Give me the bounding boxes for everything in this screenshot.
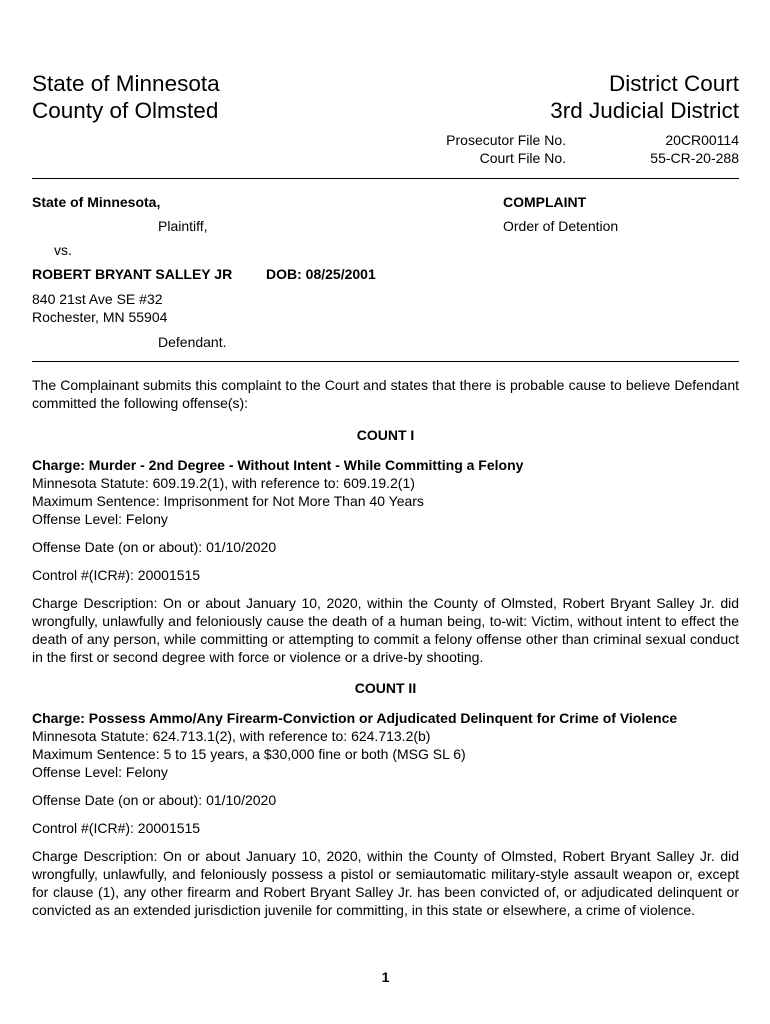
count-details [32, 456, 739, 528]
caption-divider [32, 361, 739, 362]
court-file-number: 55-CR-20-288 [650, 149, 739, 166]
offense-level: Offense Level: Felony [32, 764, 168, 780]
maximum-sentence: Maximum Sentence: Imprisonment for Not More Than 40 Years [32, 493, 424, 509]
defendant-dob: DOB: 08/25/2001 [266, 266, 376, 282]
court-file-label: Court File No. [479, 149, 566, 166]
file-number-values [650, 132, 739, 167]
defendant-address-line1: 840 21st Ave SE #32 [32, 291, 163, 307]
control-number: Control #(ICR#): 20001515 [32, 820, 201, 836]
versus-label: vs. [54, 242, 72, 258]
defendant-name: ROBERT BRYANT SALLEY JR [32, 266, 233, 282]
count-title: COUNT I [356, 427, 415, 443]
prosecutor-file-label: Prosecutor File No. [446, 132, 566, 148]
intro-paragraph: The Complainant submits this complaint to the Court and states that there is probable cause to believe Defendant committed the following offense(s): [32, 377, 739, 411]
plaintiff-role: Plaintiff, [158, 218, 208, 234]
plaintiff-name: State of Minnesota, [32, 194, 161, 210]
charge-description: Charge Description: On or about January 10, 2020, within the County of Olmsted, Robert Bryant Salley Jr. did wrongfully, unlawfully, and feloniously possess a pistol or semiautomatic military-style assault weapon or, except for clause (1), any other firearm and Robert Bryant Salley Jr. has been convicted of, or adjudicated delinquent or convicted as an extended jurisdiction juvenile for committing, in this state or elsewhere, a crime of violence. [32, 848, 739, 918]
charge-name: Charge: Possess Ammo/Any Firearm-Conviction or Adjudicated Delinquent for Crime of Violence [32, 710, 678, 726]
county-name: County of Olmsted [32, 98, 219, 123]
header-divider [32, 178, 739, 179]
defendant-address-line2: Rochester, MN 55904 [32, 309, 168, 325]
count-title: COUNT II [354, 680, 417, 696]
count-details [32, 709, 739, 781]
district-name: 3rd Judicial District [550, 98, 739, 123]
jurisdiction-block [32, 70, 220, 124]
document-subtype: Order of Detention [503, 218, 619, 234]
charge-name: Charge: Murder - 2nd Degree - Without Intent - While Committing a Felony [32, 457, 524, 473]
defendant-role: Defendant. [158, 334, 227, 350]
file-number-labels [446, 132, 566, 167]
statute: Minnesota Statute: 624.713.1(2), with reference to: 624.713.2(b) [32, 728, 431, 744]
charge-description: Charge Description: On or about January 10, 2020, within the County of Olmsted, Robert Bryant Salley Jr. did wrongfully, unlawfully and feloniously cause the death of a human being, to-wit: Victim, without intent to effect the death of any person, while committing or attempting to commit a felony offense other than criminal sexual conduct in the first or second degree with force or violence or a drive-by shooting. [32, 595, 739, 665]
prosecutor-file-number: 20CR00114 [665, 132, 739, 148]
complaint-page [32, 0, 739, 1024]
control-number: Control #(ICR#): 20001515 [32, 567, 201, 583]
court-name: District Court [608, 71, 739, 96]
state-name: State of Minnesota [32, 71, 220, 96]
page-number: 1 [381, 969, 390, 985]
court-block [550, 70, 739, 124]
maximum-sentence: Maximum Sentence: 5 to 15 years, a $30,000 fine or both (MSG SL 6) [32, 746, 466, 762]
document-type: COMPLAINT [503, 194, 587, 210]
offense-level: Offense Level: Felony [32, 511, 168, 527]
statute: Minnesota Statute: 609.19.2(1), with reference to: 609.19.2(1) [32, 475, 415, 491]
offense-date: Offense Date (on or about): 01/10/2020 [32, 792, 277, 808]
offense-date: Offense Date (on or about): 01/10/2020 [32, 539, 277, 555]
